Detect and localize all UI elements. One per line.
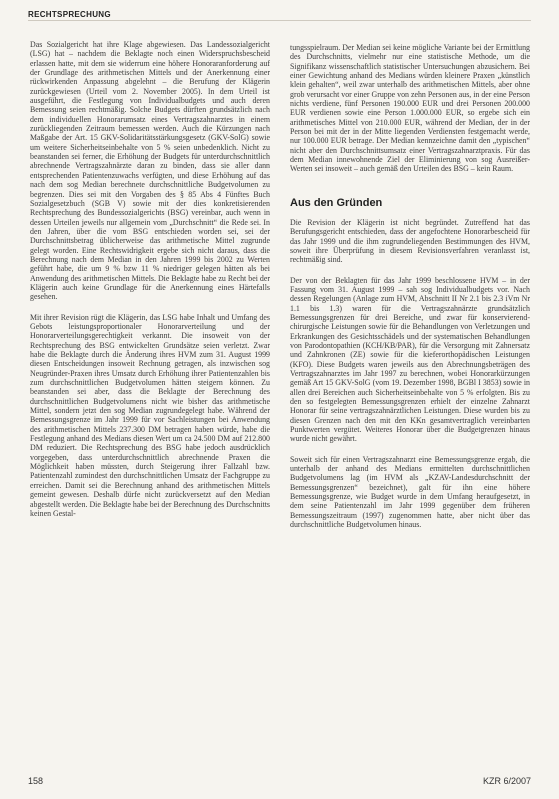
journal-issue: KZR 6/2007 bbox=[482, 776, 531, 786]
page-footer bbox=[28, 776, 531, 792]
section-heading: Aus den Gründen bbox=[290, 196, 383, 209]
body-paragraph: Die Revision der Klägerin ist nicht begründet. Zutreffend hat das Berufungsgericht entschieden, dass der angefochtene Honorarbescheid für das Jahr 1999 und die ihm zugrundeliegenden Bestimmungen des HVM, soweit ihre Überprüfung in diesem Revisionsverfahren veranlasst ist, rechtmäßig sind. bbox=[290, 217, 530, 265]
page-number: 158 bbox=[28, 776, 44, 786]
body-paragraph: Soweit sich für einen Vertragszahnarzt eine Bemessungsgrenze ergab, die unterhalb der anhand des Medians ermittelten durchschnittlichen Budgetvolumens lag (im HVM als „KZAV-Landesdurchschnitt der Bemessungsgrenzen“ bezeichnet), galt für ihn eine höhere Bemessungsgrenze, wie Budget wurde in dem Umfang heraufgesetzt, in dem seine Patientenzahl im Jahr 1999 gegenüber dem früheren Bemessungszeitraum (1997) zugenommen hatte, aber nicht über das durchschnittliche Budgetvolumen hinaus. bbox=[290, 454, 530, 530]
body-paragraph: tungsspielraum. Der Median sei keine mögliche Variante bei der Ermittlung des Durchschnitts, vielmehr nur eine statistische Methode, um die Signifikanz wissenschaftlich statistischer Untersuchungen abzusichern. Bei einer Gewichtung anhand des Medians würden kleinere Praxen „künstlich klein gehalten“, weil zwar unterhalb des arithmetischen Mittels, aber ohne grob verursacht vor einer Gruppe von zehn Personen aus, in der eine Person nichts verdiene, fünf Personen 190.000 EUR und drei Personen 200.000 EUR verdienen sowie eine Person 1.000.000 EUR, so ergebe sich ein arithmetisches Mittel von 210.000 EUR, während der Median, der in der Person bei mit der in der Mitte liegenden Verdiensten festgemacht werde, nur 100.000 EUR betrage. Der Median kennzeichne damit den „typischen“ nicht aber den Durchschnittsumsatz einer Vertragszahnarztpraxis. Für das dem Median innewohnende Ziel der Eliminierung von sog Ausreißer-Werten sei insoweit – auch gemäß den Urteilen des BSG – kein Raum. bbox=[290, 43, 530, 174]
body-paragraph: Der von der Beklagten für das Jahr 1999 beschlossene HVM – in der Fassung vom 31. August 1999 – sah sog Individualbudgets vor. Nach dessen Regelungen (Anlage zum HVM, Abschnitt II Nr 2.1 bis 2.3 iVm Nr 1.1 bis 1.3) waren für die Vertragszahnärzte grundsätzlich Bemessungsgrenzen für drei Bereiche, und zwar für konservierend-chirurgische Leistungen sowie für die Behandlungen von Verletzungen und Erkrankungen des Gesichtsschädels und der systematischen Behandlungen von Parodontopathien (KCH/KB/PAR), für die Versorgung mit Zahnersatz und Zahnkronen (ZE) sowie für die kieferorthopädischen Leistungen (KFO). Diese Budgets waren jeweils aus den Abrechnungsbeträgen des Vertragszahnarztes im Jahr 1997 zu berechnen, wobei Honorarkürzungen gemäß Art 15 GKV-SolG (vom 19. Dezember 1998, BGBl I 3853) sowie in allen drei Bereichen auch Sicherheitseinbehalte von 5 % erfolgten. Bis zu den so festgelegten Bemessungsgrenzen erhielt der einzelne Zahnarzt Honorar für seine vertragszahnärztlichen Leistungen. Diese wurden bis zu diesen Grenzen nach den mit den KKn gesamtvertraglich vereinbarten Punktwerten vergütet. Weiteres Honorar über die Budgetgrenzen hinaus wurde nicht gewährt. bbox=[290, 275, 530, 444]
body-paragraph: Mit ihrer Revision rügt die Klägerin, das LSG habe Inhalt und Umfang des Gebots leistungsproportionaler Honorarverteilung und der Honorarverteilungsgerechtigkeit verkannt. Die insoweit von der Rechtsprechung des BSG entwickelten Grundsätze seien verletzt. Zwar habe die Beklagte durch die Änderung ihres HVM zum 31. August 1999 diesen Entscheidungen insoweit Rechnung getragen, als inzwischen sog Neugründer-Praxen ihres Umsatz durch Erhöhung ihrer Patientenzahlen bis zum durchschnittlichen Budgetvolumen hätten steigern können. Zu beanstanden sei aber, dass die Beklagte der Berechnung des durchschnittlichen Budgetvolumens nicht wie bisher das arithmetische Mittel, sondern jetzt den sog Median zugrundegelegt habe. Während der Bemessungsgrenze im Jahr 1999 für vor Sachleistungen bei Anwendung des arithmetischen Mittels 237.300 DM betragen haben würde, habe die Festlegung anhand des Medians diesen Wert um ca 24.500 DM auf 212.800 DM reduziert. Die Rechtsprechung des BSG habe jedoch ausdrücklich vorgegeben, dass unterdurchschnittlich abrechnende Praxen die Möglichkeit haben müssten, durch Steigerung ihrer Fallzahl bzw. Patientenzahl zumindest den durchschnittlichen Umsatz der Fachgruppe zu erreichen. Damit sei die Berechnung anhand des arithmetischen Mittels gemeint gewesen. Deshalb dürfe nicht zurückversetzt auf den Median abgestellt werden. Die Beklagte habe bei der Berechnung des Durchschnitts keinen Gestal- bbox=[30, 312, 270, 518]
left-column bbox=[30, 40, 270, 529]
right-column bbox=[290, 43, 530, 540]
section-label: RECHTSPRECHUNG bbox=[28, 10, 111, 19]
page-header bbox=[28, 4, 531, 21]
body-paragraph: Das Sozialgericht hat ihre Klage abgewiesen. Das Landessozialgericht (LSG) hat – nachdem die Beklagte noch einen Widerspruchsbescheid erlassen hatte, mit dem sie widerrum eine höhere Honoraranforderung auf der Grundlage des arithmetischen Mittels und der Anerkennung einer rückwirkenden Anpassung abgelehnt – die Berufung der Klägerin zurückgewiesen (Urteil vom 2. November 2005). In dem Urteil ist ausgeführt, die Festlegung von Individualbudgets und auch deren Bemessung seien rechtmäßig. Solche Budgets dürften grundsätzlich nach dem individuellen Honorarumsatz eines Vertragszahnarztes in einem zurückliegenden Zeitraum bemessen werden. Auch die Kürzungen nach Maßgabe der Art. 15 GKV-Solidaritätsstärkungsgesetz (GKV-SolG) sowie um weitere Sicherheitseinbehalte von 5 % seien unbedenklich. Nicht zu beanstanden sei ferner, die Erhöhung der Budgets für unterdurchschnittlich abrechnende Vertragszahnärzte daran zu binden, dass sie aller dann entsprechenden Patientenzuwachs verfügten, und diese Erhöhung auf das nach dem sog Median berechnete durchschnittliche Budgetvolumen zu begrenzen. Dies sei mit den Vorgaben des § 85 Abs 4 Fünftes Buch Sozialgesetzbuch (SGB V) sowie mit der dies konkretisierenden Rechtsprechung des Bundessozialgerichts (BSG) vereinbar, auch wenn in dessen Urteilen jeweils nur allgemein vom „Durchschnitt“ die Rede sei. In den Jahren, über die vom BSG entschieden worden sei, sei der Durchschnittsbetrag üblicherweise das arithmetische Mittel zugrunde gelegt worden. Eine Rechtswidrigkeit ergebe sich nicht daraus, dass die Berechnung nach dem Median in den Jahren 1999 bis 2002 zu Werten geführt habe, die um 9 % bzw 11 % niedriger gelegen hätten als bei Anwendung des arithmetischen Mittels. Die Beklagte habe zu Recht bei der Klägerin auch keine Grundlage für die Anerkennung eines Härtefalls gesehen. bbox=[30, 40, 270, 302]
